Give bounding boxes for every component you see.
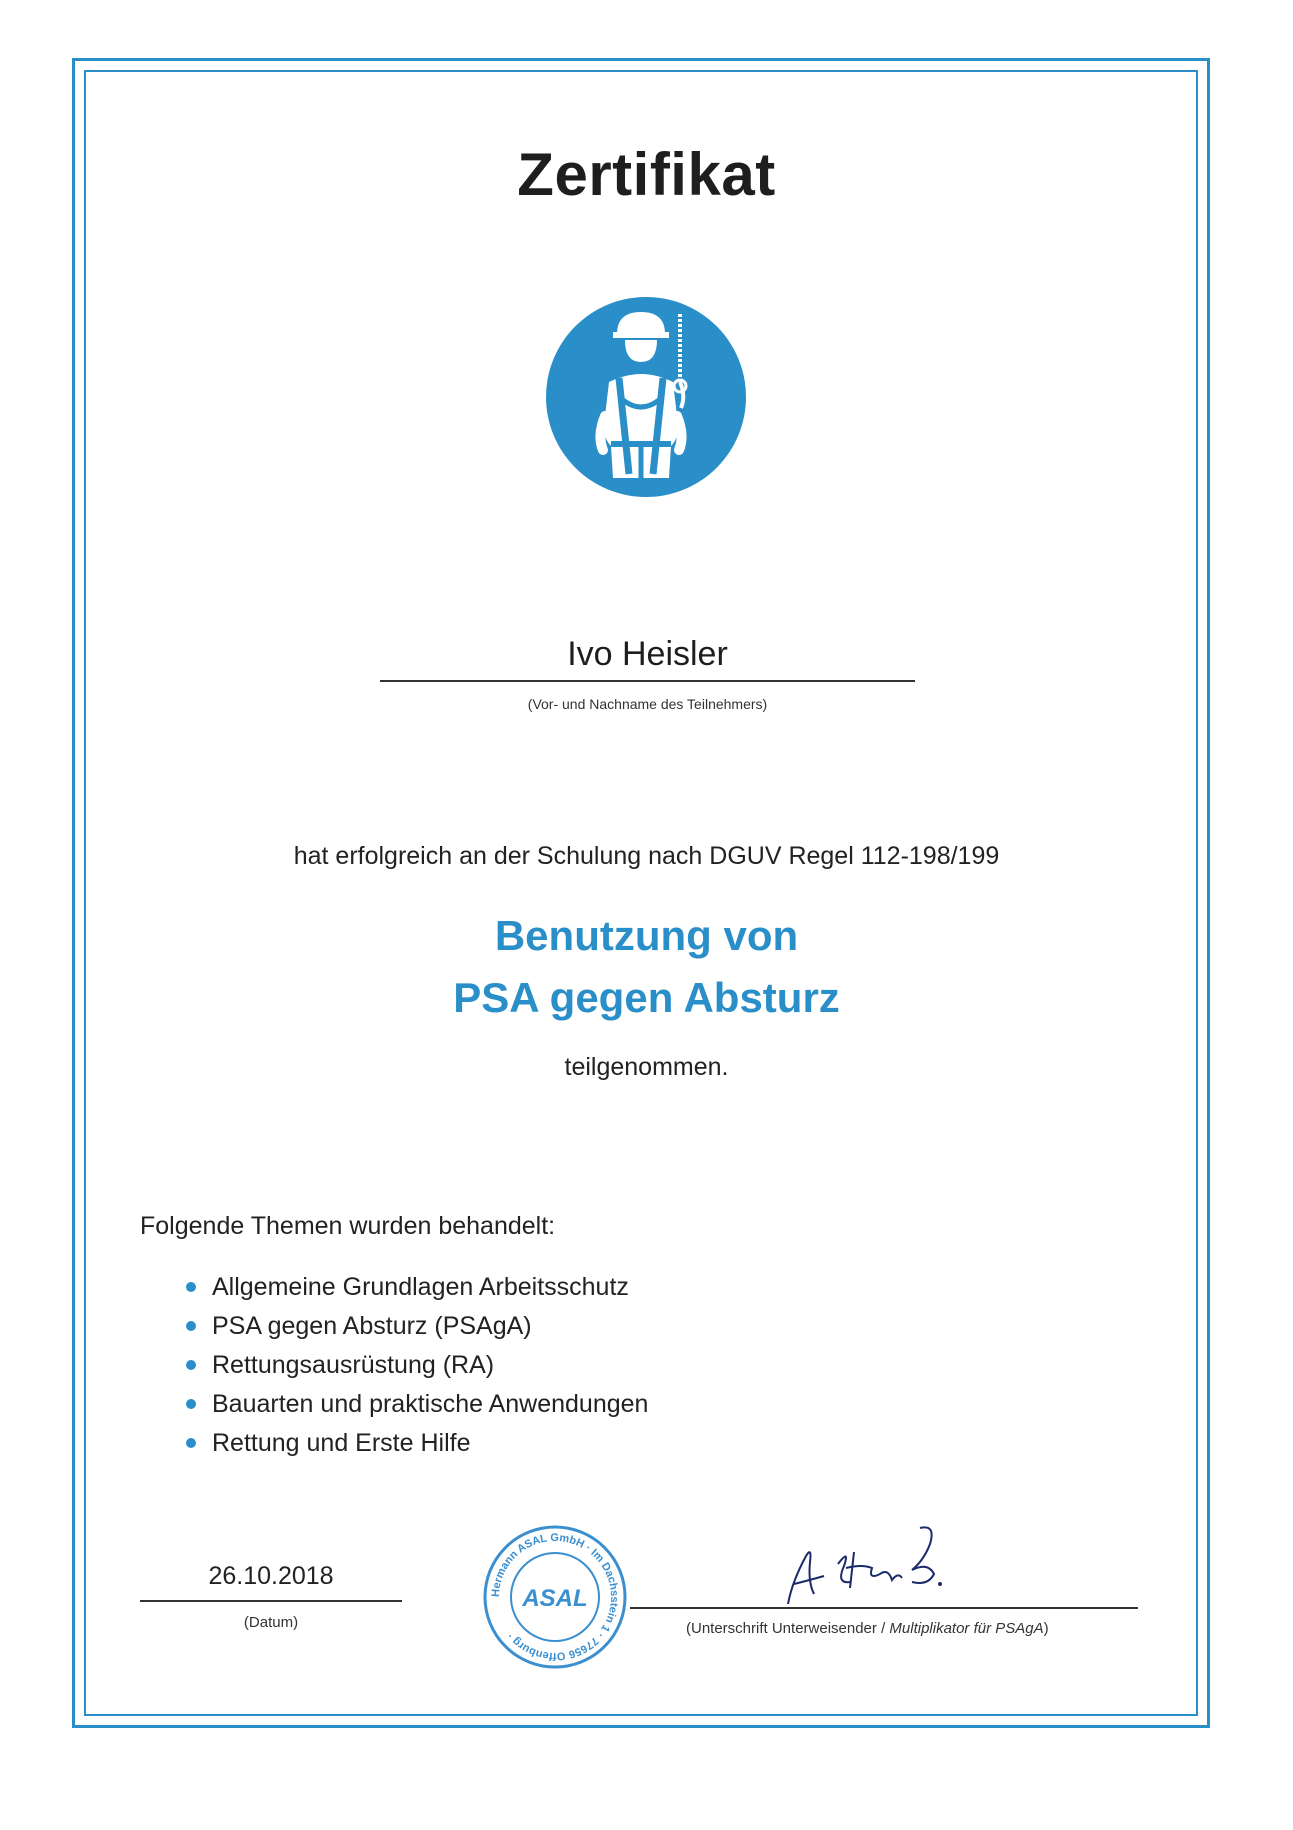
participant-name: Ivo Heisler [567,635,728,673]
signature-caption-regular: (Unterschrift Unterweisender / [686,1620,890,1637]
date-line [140,1600,402,1602]
bullet-dot-icon [186,1399,196,1409]
fall-protection-harness-icon [545,296,747,498]
training-intro-text: hat erfolgreich an der Schulung nach DGUV Regel 112-198/199 [293,842,1000,870]
list-item [186,1346,648,1385]
topic-label: Bauarten und praktische Anwendungen [212,1390,649,1418]
signature-line [630,1607,1138,1609]
course-title-line-1: Benutzung von [494,912,799,959]
list-item [186,1385,648,1424]
topic-label: Rettungsausrüstung (RA) [212,1351,495,1379]
stamp-logo-text: ASAL [522,1585,588,1612]
participation-text: teilgenommen. [564,1053,729,1081]
list-item [186,1268,648,1307]
certificate-title: Zertifikat [517,141,776,208]
topics-list [186,1268,648,1463]
handwritten-signature [780,1522,960,1612]
signature-caption-end: ) [1043,1620,1049,1637]
participant-name-caption: (Vor- und Nachname des Teilnehmers) [527,696,768,712]
signature-caption [686,1620,1049,1637]
participant-name-line [380,680,915,682]
bullet-dot-icon [186,1360,196,1370]
bullet-dot-icon [186,1321,196,1331]
topics-heading: Folgende Themen wurden behandelt: [140,1212,556,1240]
list-item [186,1307,648,1346]
company-stamp [480,1522,630,1672]
list-item [186,1424,648,1463]
topic-label: Allgemeine Grundlagen Arbeitsschutz [212,1273,629,1301]
course-title-line-2: PSA gegen Absturz [453,974,840,1021]
bullet-dot-icon [186,1282,196,1292]
date-caption: (Datum) [243,1614,299,1631]
topic-label: Rettung und Erste Hilfe [212,1429,471,1457]
topic-label: PSA gegen Absturz (PSAgA) [212,1312,532,1340]
signature-caption-italic: Multiplikator für PSAgA [889,1620,1044,1637]
certificate-date: 26.10.2018 [208,1562,334,1590]
bullet-dot-icon [186,1438,196,1448]
stamp-ring-text: Hermann ASAL GmbH · Im Dachsstein 1 · 77656 Offenburg · [489,1531,621,1663]
